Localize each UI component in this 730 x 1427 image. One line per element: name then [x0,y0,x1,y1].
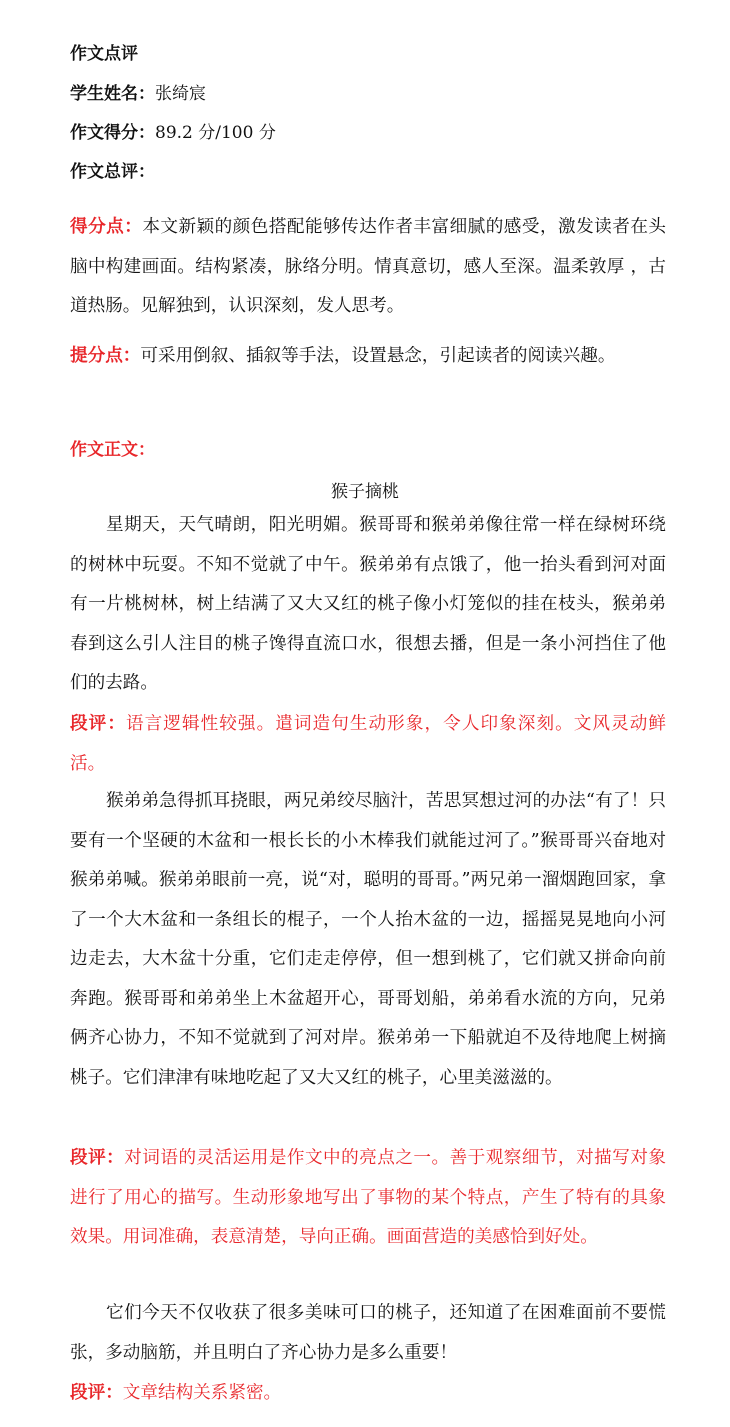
merit-label: 得分点： [70,216,143,237]
comment-text: 对词语的灵活运用是作文中的亮点之一。善于观察细节，对描写对象进行了用心的描写。生动形象地写出了事物的某个特点，产生了特有的具象效果。用词准确，表意清楚，导向正确。画面营造的美感恰到好处。 [70,1148,666,1247]
essay-paragraph-1: 星期天，天气晴朗，阳光明媚。猴哥哥和猴弟弟像往常一样在绿树环绕的树林中玩耍。不知不觉就了中午。猴弟弟有点饿了，他一抬头看到河对面有一片桃树林，树上结满了又大又红的桃子像小灯笼似的挂在枝头，猴弟弟春到这么引人注目的桃子馋得直流口水，很想去播，但是一条小河挡住了他们的去路。 [70,515,666,693]
essay-section-label: 作文正文： [70,440,155,460]
page-heading: 作文点评 [70,44,138,64]
student-name-row [70,82,206,106]
score-value: 89.2 分/100 分 [155,123,276,143]
comment-text: 语言逻辑性较强。遣词造句生动形象，令人印象深刻。文风灵动鲜活。 [70,714,666,774]
student-name-value: 张绮宸 [155,84,206,104]
paragraph-comment-1 [70,704,666,784]
comment-label: 段评： [70,1147,125,1168]
essay-title: 猴子摘桃 [331,482,399,502]
score-row [70,121,276,145]
student-name-label: 学生姓名： [70,84,155,104]
comment-label: 段评： [70,1382,123,1403]
paragraph-comment-2 [70,1138,666,1258]
overall-review-label: 作文总评： [70,162,155,182]
improvement-text: 可采用倒叙、插叙等手法，设置悬念，引起读者的阅读兴趣。 [140,346,616,366]
essay-paragraph-3: 它们今天不仅收获了很多美味可口的桃子，还知道了在困难面前不要慌张，多动脑筋，并且明白了齐心协力是多么重要！ [70,1303,666,1363]
improvement-label: 提分点： [70,345,141,366]
improvement-paragraph [70,336,666,377]
score-label: 作文得分： [70,123,155,143]
merit-text: 本文新颖的颜色搭配能够传达作者丰富细腻的感受，激发读者在头脑中构建画面。结构紧凑，脉络分明。情真意切，感人至深。温柔敦厚 ，古道热肠。见解独到，认识深刻，发人思考。 [70,217,666,316]
merit-paragraph [70,207,666,327]
comment-label: 段评： [70,713,126,734]
essay-paragraph-2: 猴弟弟急得抓耳挠眼，两兄弟绞尽脑汁，苦思冥想过河的办法“有了！只要有一个坚硬的木盆和一根长长的小木棒我们就能过河了。”猴哥哥兴奋地对猴弟弟喊。猴弟弟眼前一亮，说“对，聪明的哥哥。”两兄弟一溜烟跑回家，拿了一个大木盆和一条组长的棍子，一个人抬木盆的一边，摇摇晃晃地向小河边走去，大木盆十分重，它们走走停停，但一想到桃了，它们就又拼命向前奔跑。猴哥哥和弟弟坐上木盆超开心，哥哥划船，弟弟看水流的方向，兄弟俩齐心协力，不知不觉就到了河对岸。猴弟弟一下船就迫不及待地爬上树摘桃子。它们津津有味地吃起了又大又红的桃子，心里美滋滋的。 [70,791,666,1088]
paragraph-comment-3 [70,1373,666,1414]
comment-text: 文章结构关系紧密。 [122,1383,282,1403]
